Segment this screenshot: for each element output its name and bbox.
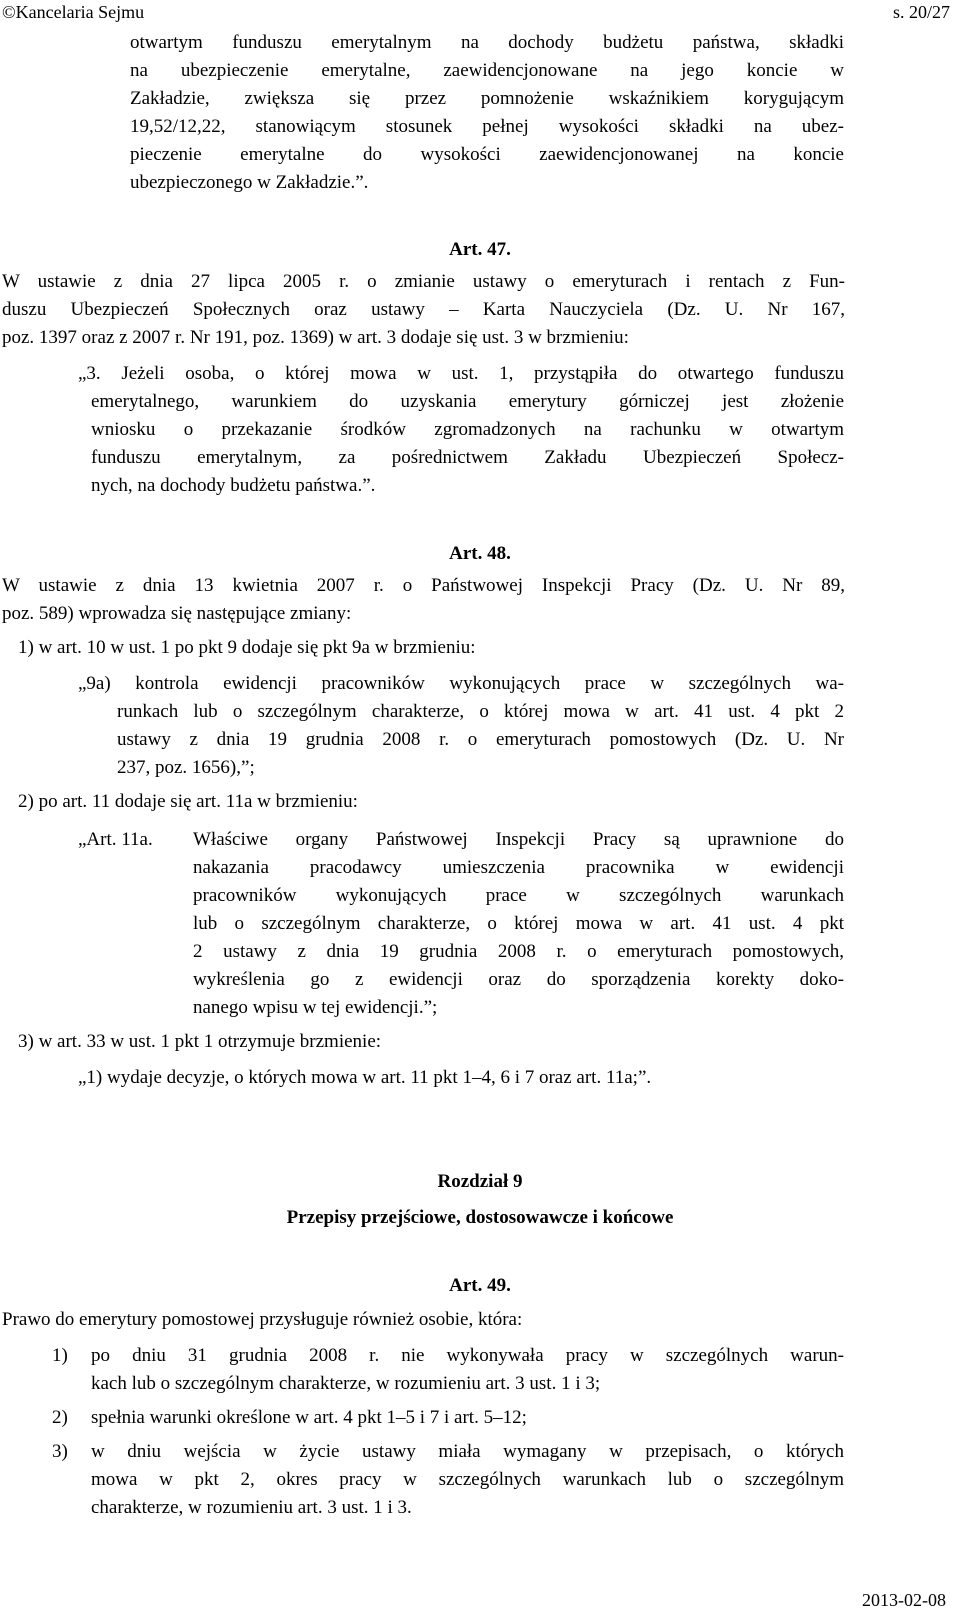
header-copyright: ©Kancelaria Sejmu (2, 2, 145, 22)
chapter-number: Rozdział 9 (437, 1171, 523, 1192)
text-line: po dniu 31 grudnia 2008 r. nie wykonywała pracy w szczególnych warun- (91, 1345, 844, 1366)
text-line: poz. 1397 oraz z 2007 r. Nr 191, poz. 1369) w art. 3 dodaje się ust. 3 w brzmieniu: (2, 327, 629, 348)
text-line: „9a) kontrola ewidencji pracowników wykonujących prace w szczególnych wa- (78, 673, 844, 694)
header-page-number: s. 20/27 (892, 2, 950, 22)
text-line: runkach lub o szczególnym charakterze, o której mowa w art. 41 ust. 4 pkt 2 (117, 701, 844, 722)
text-line: Zakładzie, zwiększa się przez pomnożenie wskaźnikiem korygującym (130, 88, 844, 109)
article-48-item-3: 3) w art. 33 w ust. 1 pkt 1 otrzymuje brzmienie: (18, 1031, 382, 1052)
text-line: emerytalnego, warunkiem do uzyskania emerytury górniczej jest złożenie (91, 391, 844, 412)
text-line: lub o szczególnym charakterze, o której mowa w art. 41 ust. 4 pkt (193, 913, 844, 934)
text-line: 237, poz. 1656),”; (117, 757, 255, 778)
text-line: poz. 589) wprowadza się następujące zmiany: (2, 603, 352, 624)
text-line: „3. Jeżeli osoba, o której mowa w ust. 1, przystąpiła do otwartego funduszu (78, 363, 844, 384)
article-48-item-3-quote: „1) wydaje decyzje, o których mowa w art. 11 pkt 1–4, 6 i 7 oraz art. 11a;”. (78, 1067, 652, 1088)
article-48-item-2-label: „Art. 11a. (78, 829, 153, 850)
chapter-title: Przepisy przejściowe, dostosowawcze i końcowe (286, 1207, 674, 1228)
text-line: wykreślenia go z ewidencji oraz do sporządzenia korekty doko- (193, 969, 844, 990)
text-line: kach lub o szczególnym charakterze, w rozumieniu art. 3 ust. 1 i 3; (91, 1373, 601, 1394)
text-line: na ubezpieczenie emerytalne, zaewidencjonowane na jego koncie w (130, 60, 844, 81)
text-line: duszu Ubezpieczeń Społecznych oraz ustawy – Karta Nauczyciela (Dz. U. Nr 167, (2, 299, 845, 320)
article-49-intro: Prawo do emerytury pomostowej przysługuje również osobie, która: (2, 1309, 523, 1330)
text-line: ustawy z dnia 19 grudnia 2008 r. o emeryturach pomostowych (Dz. U. Nr (117, 729, 844, 750)
text-line: 19,52/12,22, stanowiącym stosunek pełnej wysokości składki na ubez- (130, 116, 844, 137)
article-48-item-1: 1) w art. 10 w ust. 1 po pkt 9 dodaje się pkt 9a w brzmieniu: (18, 637, 476, 658)
text-line: charakterze, w rozumieniu art. 3 ust. 1 i 3. (91, 1497, 412, 1518)
article-48-heading: Art. 48. (449, 543, 511, 564)
text-line: pieczenie emerytalne do wysokości zaewidencjonowanej na koncie (130, 144, 844, 165)
list-number: 1) (52, 1345, 68, 1366)
text-line: nanego wpisu w tej ewidencji.”; (193, 997, 438, 1018)
text-line: nych, na dochody budżetu państwa.”. (91, 475, 376, 496)
article-49-heading: Art. 49. (449, 1275, 511, 1296)
text-line: W ustawie z dnia 13 kwietnia 2007 r. o Państwowej Inspekcji Pracy (Dz. U. Nr 89, (2, 575, 845, 596)
text-line: Właściwe organy Państwowej Inspekcji Pracy są uprawnione do (193, 829, 844, 850)
text-line: nakazania pracodawcy umieszczenia pracownika w ewidencji (193, 857, 844, 878)
text-line: ubezpieczonego w Zakładzie.”. (130, 172, 369, 193)
text-line: pracowników wykonujących prace w szczególnych warunkach (193, 885, 844, 906)
text-line: w dniu wejścia w życie ustawy miała wymagany w przepisach, o których (91, 1441, 844, 1462)
footer-date: 2013-02-08 (862, 1590, 946, 1610)
text-line: wniosku o przekazanie środków zgromadzonych na rachunku w otwartym (91, 419, 844, 440)
text-line: mowa w pkt 2, okres pracy w szczególnych warunkach lub o szczególnym (91, 1469, 844, 1490)
text-line: funduszu emerytalnym, za pośrednictwem Zakładu Ubezpieczeń Społecz- (91, 447, 844, 468)
article-47-heading: Art. 47. (449, 239, 511, 260)
text-line: otwartym funduszu emerytalnym na dochody budżetu państwa, składki (130, 32, 844, 53)
text-line: W ustawie z dnia 27 lipca 2005 r. o zmianie ustawy o emeryturach i rentach z Fun- (2, 271, 845, 292)
text-line: spełnia warunki określone w art. 4 pkt 1–5 i 7 i art. 5–12; (91, 1407, 527, 1428)
list-number: 2) (52, 1407, 68, 1428)
article-48-item-2: 2) po art. 11 dodaje się art. 11a w brzmieniu: (18, 791, 358, 812)
text-line: 2 ustawy z dnia 19 grudnia 2008 r. o emeryturach pomostowych, (193, 941, 844, 962)
list-number: 3) (52, 1441, 68, 1462)
